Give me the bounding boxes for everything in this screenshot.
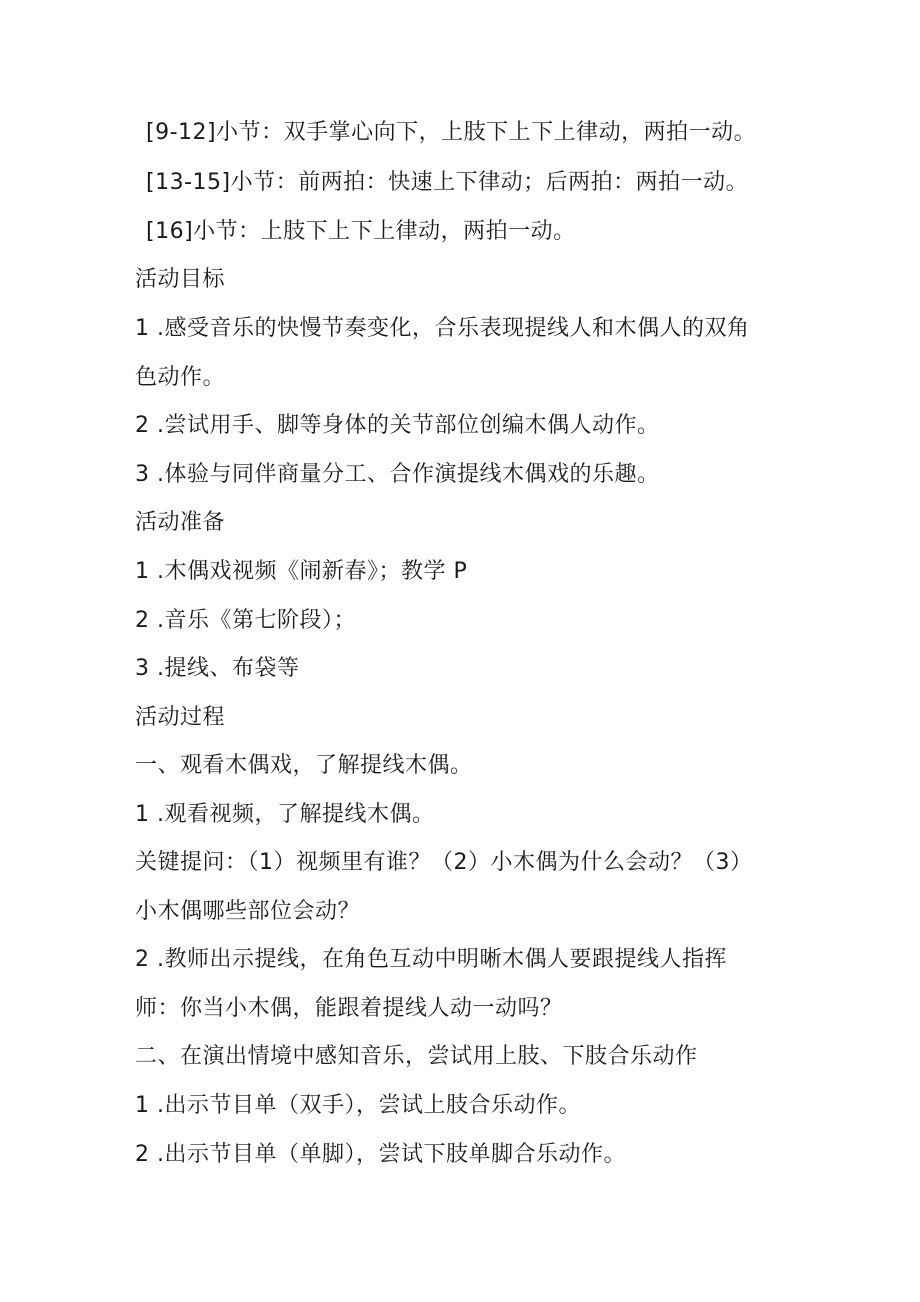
text-line: 1 .出示节目单（双手），尝试上肢合乐动作。	[135, 1093, 581, 1118]
text-line: 1 .观看视频，了解提线木偶。	[135, 802, 435, 827]
text-line: 师：你当小木偶，能跟着提线人动一动吗？	[135, 996, 563, 1021]
text-line: [13-15]小节：前两拍：快速上下律动；后两拍：两拍一动。	[146, 170, 749, 195]
text-line: 1 .木偶戏视频《闹新春》；教学 P	[135, 559, 468, 584]
text-line: 1 .感受音乐的快慢节奏变化，合乐表现提线人和木偶人的双角	[135, 316, 750, 341]
section-heading: 活动目标	[135, 267, 226, 292]
text-line: 二、在演出情境中感知音乐，尝试用上肢、下肢合乐动作	[135, 1044, 698, 1069]
text-line: 2 .教师出示提线，在角色互动中明晰木偶人要跟提线人指挥	[135, 947, 727, 972]
text-line: 2 .尝试用手、脚等身体的关节部位创编木偶人动作。	[135, 413, 660, 438]
text-line: 3 .体验与同伴商量分工、合作演提线木偶戏的乐趣。	[135, 462, 660, 487]
text-line: [16]小节：上肢下上下上律动，两拍一动。	[146, 219, 576, 244]
text-line: 3 .提线、布袋等	[135, 656, 300, 681]
text-line: 关键提问：（1）视频里有谁？（2）小木偶为什么会动？（3）	[135, 850, 753, 875]
text-line: 2 .出示节目单（单脚），尝试下肢单脚合乐动作。	[135, 1142, 626, 1167]
text-line: 一、观看木偶戏，了解提线木偶。	[135, 753, 473, 778]
text-line: 小木偶哪些部位会动？	[135, 899, 361, 924]
text-line: [9-12]小节：双手掌心向下，上肢下上下上律动，两拍一动。	[146, 120, 757, 145]
section-heading: 活动准备	[135, 510, 226, 535]
section-heading: 活动过程	[135, 705, 226, 730]
text-line: 色动作。	[135, 365, 226, 390]
text-line: 2 .音乐《第七阶段）；	[135, 608, 356, 633]
